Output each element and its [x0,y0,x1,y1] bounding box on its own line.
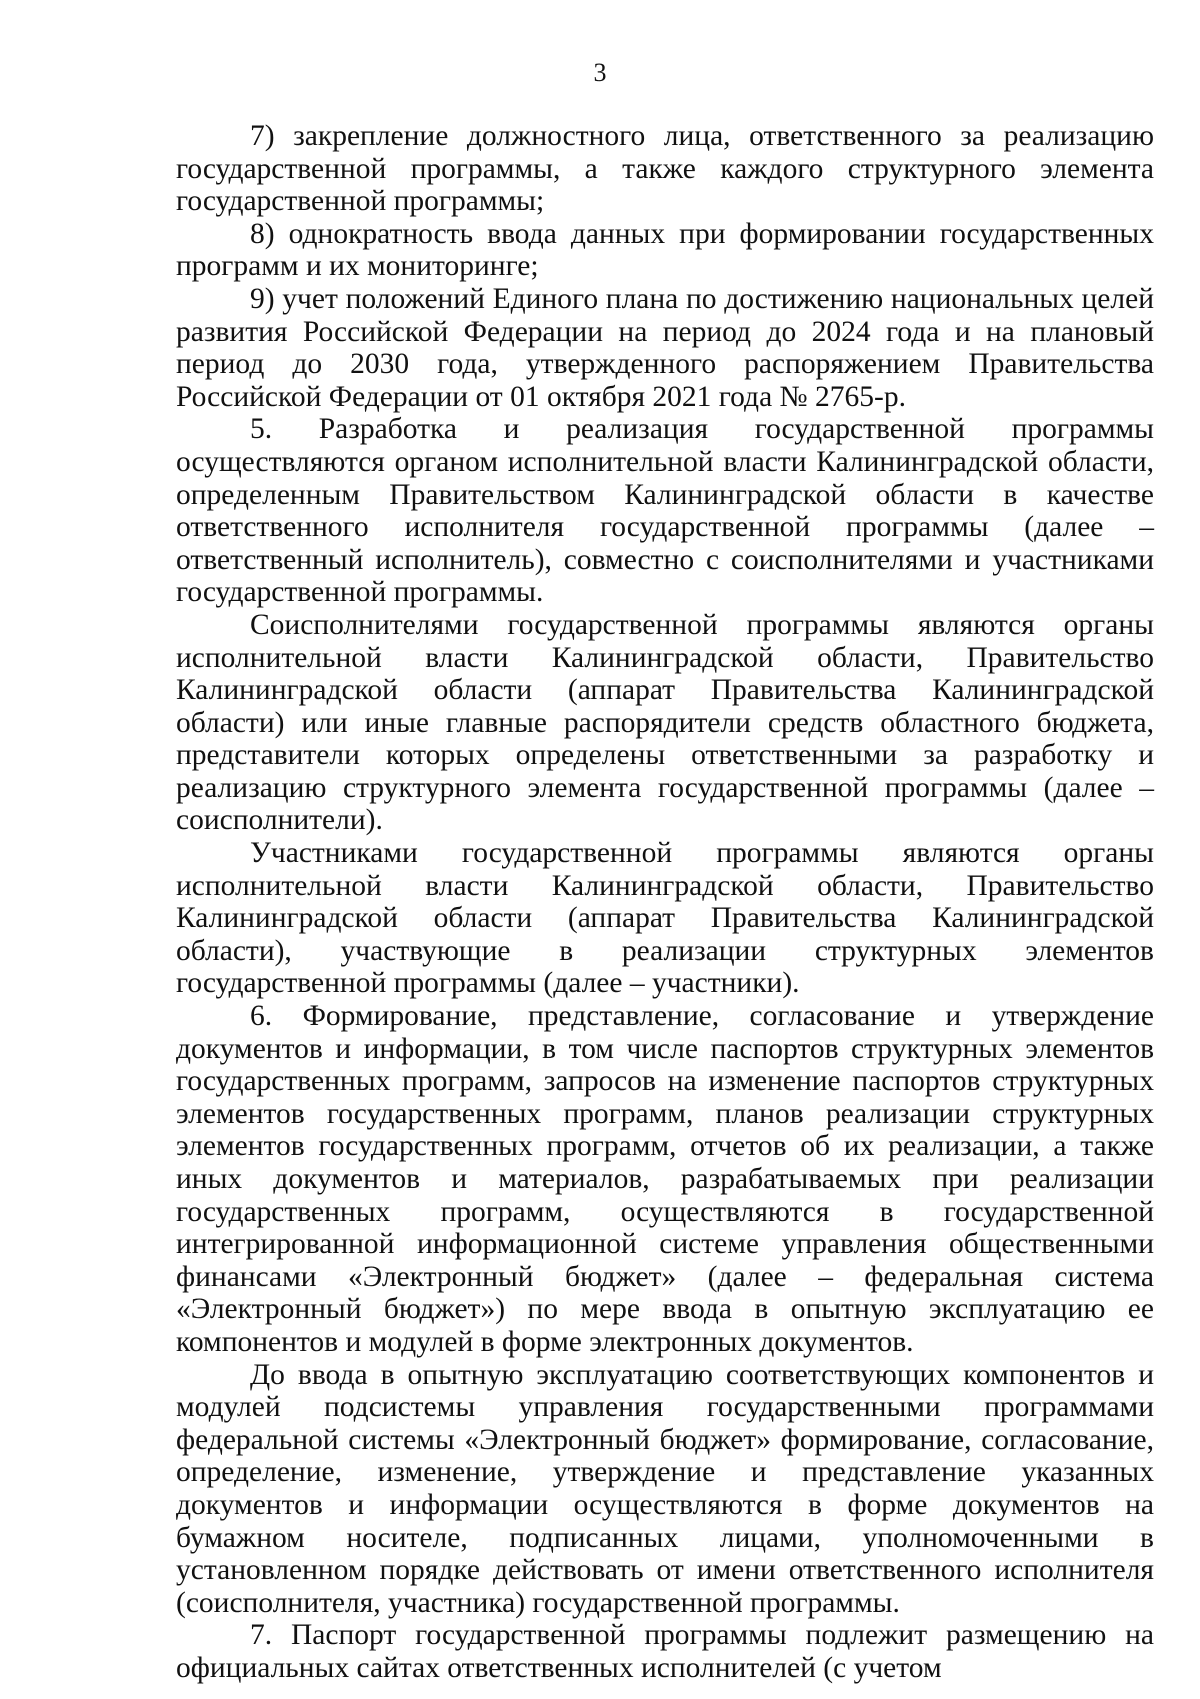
paragraph-item-8: 8) однократность ввода данных при формировании государственных программ и их мониторинге; [176,217,1154,283]
paragraph-co-executors: Соисполнителями государственной программы являются органы исполнительной власти Калининградской области, Правительство Калининградской области (аппарат Правительства Калининградской области) или иные главные распорядители средств областного бюджета, представители которых определены ответственными за разработку и реализацию структурного элемента государственной программы (далее – соисполнители). [176,608,1154,837]
page-number: 3 [593,58,607,87]
document-body [176,120,1154,1685]
paragraph-section-7: 7. Паспорт государственной программы подлежит размещению на официальных сайтах ответственных исполнителей (с учетом [176,1619,1154,1684]
paragraph-item-9: 9) учет положений Единого плана по достижению национальных целей развития Российской Федерации на период до 2024 года и на плановый период до 2030 года, утвержденного распоряжением Правительства Российской Федерации от 01 октября 2021 года № 2765-р. [176,282,1154,413]
paragraph-section-6: 6. Формирование, представление, согласование и утверждение документов и информации, в том числе паспортов структурных элементов государственных программ, запросов на изменение паспортов структурных элементов государственных программ, планов реализации структурных элементов государственных программ, отчетов об их реализации, а также иных документов и материалов, разрабатываемых при реализации государственных программ, осуществляются в государственной интегрированной информационной системе управления общественными финансами «Электронный бюджет» (далее – федеральная система «Электронный бюджет») по мере ввода в опытную эксплуатацию ее компонентов и модулей в форме электронных документов. [176,1000,1154,1358]
paragraph-section-5: 5. Разработка и реализация государственной программы осуществляются органом исполнительной власти Калининградской области, определенным Правительством Калининградской области в качестве ответственного исполнителя государственной программы (далее – ответственный исполнитель), совместно с соисполнителями и участниками государственной программы. [176,413,1154,609]
paragraph-before-commissioning: До ввода в опытную эксплуатацию соответствующих компонентов и модулей подсистемы управления государственными программами федеральной системы «Электронный бюджет» формирование, согласование, определение, изменение, утверждение и представление указанных документов и информации осуществляются в форме документов на бумажном носителе, подписанных лицами, уполномоченными в установленном порядке действовать от имени ответственного исполнителя (соисполнителя, участника) государственной программы. [176,1358,1154,1619]
paragraph-item-7: 7) закрепление должностного лица, ответственного за реализацию государственной программы, а также каждого структурного элемента государственной программы; [176,120,1154,218]
paragraph-participants: Участниками государственной программы являются органы исполнительной власти Калининградской области, Правительство Калининградской области (аппарат Правительства Калининградской области), участвующие в реализации структурных элементов государственной программы (далее – участники). [176,837,1154,1000]
